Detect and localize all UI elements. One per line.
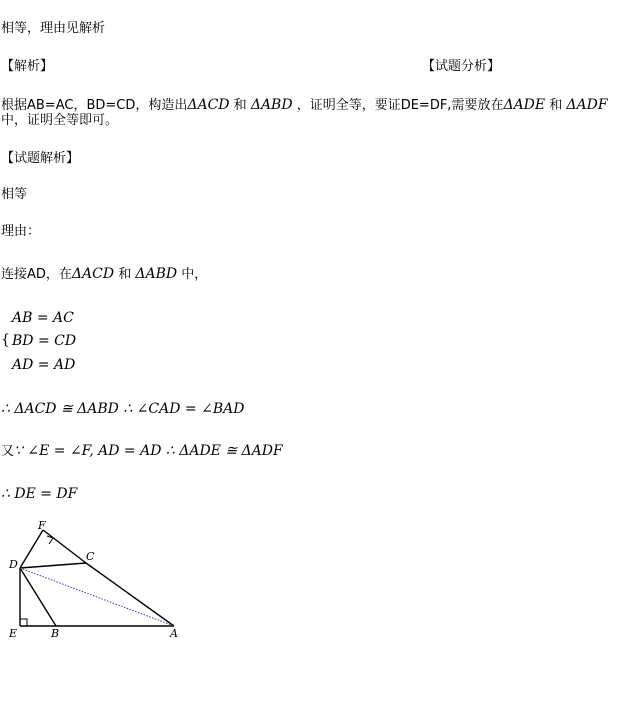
equation-1: AB = AC	[12, 310, 74, 326]
analysis-text-2: 和	[233, 98, 247, 113]
conclusion-3: ∴ DE = DF	[1, 486, 78, 502]
analysis-math-3: ΔADE	[503, 97, 546, 113]
header-jiexi: 【解析】	[1, 59, 54, 74]
equation-brace: {	[1, 332, 10, 348]
answer-line: 相等，理由见解析	[1, 21, 106, 36]
connect-text-2: 和	[118, 267, 132, 282]
analysis-paragraph	[1, 97, 608, 114]
also-prefix: 又	[1, 444, 15, 459]
analysis-math-1: ΔACD	[187, 97, 230, 113]
connect-math-2: ΔABD	[135, 266, 178, 282]
analysis-math-2: ΔABD	[250, 97, 293, 113]
solution-result: 相等	[1, 187, 28, 202]
label-f: F	[38, 520, 46, 532]
equation-3: AD = AD	[12, 357, 76, 373]
label-e: E	[9, 627, 18, 640]
solution-reason: 理由：	[1, 224, 41, 239]
segment-dc	[20, 563, 86, 568]
conclusion-2-line	[1, 443, 283, 460]
conclusion-2: ∵ ∠E = ∠F, AD = AD ∴ ΔADE ≅ ΔADF	[14, 443, 283, 459]
analysis-text-4: 和	[549, 98, 563, 113]
analysis-text-1: 根据AB=AC，BD=CD，构造出	[1, 98, 188, 113]
label-a: A	[170, 627, 178, 640]
right-angle-mark-e	[20, 619, 27, 626]
segment-fc	[43, 530, 86, 563]
segment-ca	[86, 563, 174, 626]
connect-text-1: 连接AD，在	[1, 267, 72, 282]
solution-connect	[1, 266, 207, 283]
header-shiti-fenxi: 【试题分析】	[422, 59, 501, 74]
header-shiti-jiexi: 【试题解析】	[1, 151, 80, 166]
connect-text-3: 中，	[181, 267, 208, 282]
analysis-text-3: ，证明全等，要证DE=DF,需要放在	[296, 98, 504, 113]
segment-da-dotted	[20, 568, 174, 626]
analysis-math-4: ΔADF	[566, 97, 608, 113]
label-b: B	[51, 627, 60, 640]
segment-df	[20, 530, 43, 568]
equation-2: BD = CD	[12, 333, 77, 349]
segment-db	[20, 568, 56, 626]
analysis-line-2: 中，证明全等即可。	[1, 113, 119, 128]
conclusion-1: ∴ ΔACD ≅ ΔABD ∴ ∠CAD = ∠BAD	[1, 401, 245, 417]
label-d: D	[9, 558, 18, 571]
label-c: C	[86, 550, 95, 563]
connect-math-1: ΔACD	[71, 266, 115, 282]
geometry-figure	[0, 520, 200, 650]
right-angle-mark-f	[47, 536, 53, 544]
